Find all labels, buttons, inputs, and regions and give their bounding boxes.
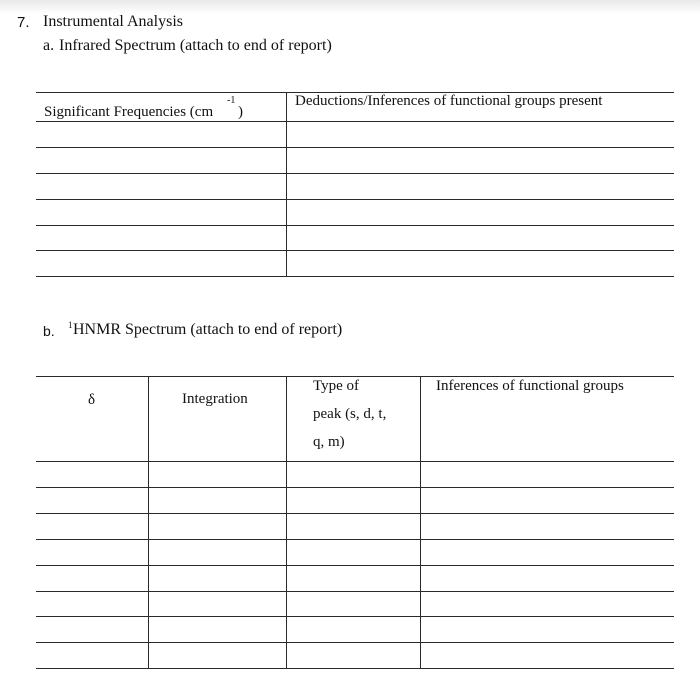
hnmr-table-column-divider	[286, 376, 287, 669]
ir-table-column-divider	[286, 92, 287, 277]
ir-table-row-line	[36, 250, 674, 251]
ir-col1-header: Significant Frequencies (cm	[44, 104, 214, 120]
hnmr-col-peak-type-header-line1: Type of	[313, 378, 360, 394]
ir-table-header-border	[36, 121, 674, 122]
section-title: Instrumental Analysis	[43, 13, 183, 30]
hnmr-table-column-divider	[420, 376, 421, 669]
part-a-title: Infrared Spectrum (attach to end of report)	[59, 37, 332, 54]
hnmr-table-row-line	[36, 565, 674, 566]
part-b-superscript: 1	[68, 320, 73, 330]
hnmr-table-bottom-border	[36, 668, 674, 669]
hnmr-table-header-border	[36, 461, 674, 462]
ir-table-row-line	[36, 199, 674, 200]
hnmr-col-delta-header: δ	[88, 392, 96, 408]
hnmr-col-inferences-header: Inferences of functional groups	[436, 378, 624, 394]
hnmr-table-row-line	[36, 513, 674, 514]
ir-col1-header-close: )	[238, 104, 243, 120]
hnmr-table-row-line	[36, 591, 674, 592]
part-b-label: b.	[43, 323, 55, 339]
hnmr-table-row-line	[36, 539, 674, 540]
hnmr-col-peak-type-header-line3: q, m)	[313, 434, 345, 450]
hnmr-table-row-line	[36, 487, 674, 488]
part-b-title: HNMR Spectrum (attach to end of report)	[73, 321, 343, 338]
ir-table-bottom-border	[36, 276, 674, 277]
hnmr-table-row-line	[36, 616, 674, 617]
hnmr-col-peak-type-header-line2: peak (s, d, t,	[313, 406, 387, 422]
page-top-shadow	[0, 0, 700, 14]
hnmr-table-top-border	[36, 376, 674, 377]
hnmr-col-integration-header: Integration	[182, 391, 248, 407]
hnmr-table-row-line	[36, 642, 674, 643]
part-a-label: a.	[43, 37, 55, 54]
ir-col2-header: Deductions/Inferences of functional groups present	[295, 93, 603, 109]
ir-table-row-line	[36, 173, 674, 174]
ir-col1-header-superscript: -1	[227, 95, 236, 106]
ir-table-row-line	[36, 225, 674, 226]
section-number: 7.	[17, 14, 30, 31]
ir-table-row-line	[36, 147, 674, 148]
hnmr-table-column-divider	[148, 376, 149, 669]
